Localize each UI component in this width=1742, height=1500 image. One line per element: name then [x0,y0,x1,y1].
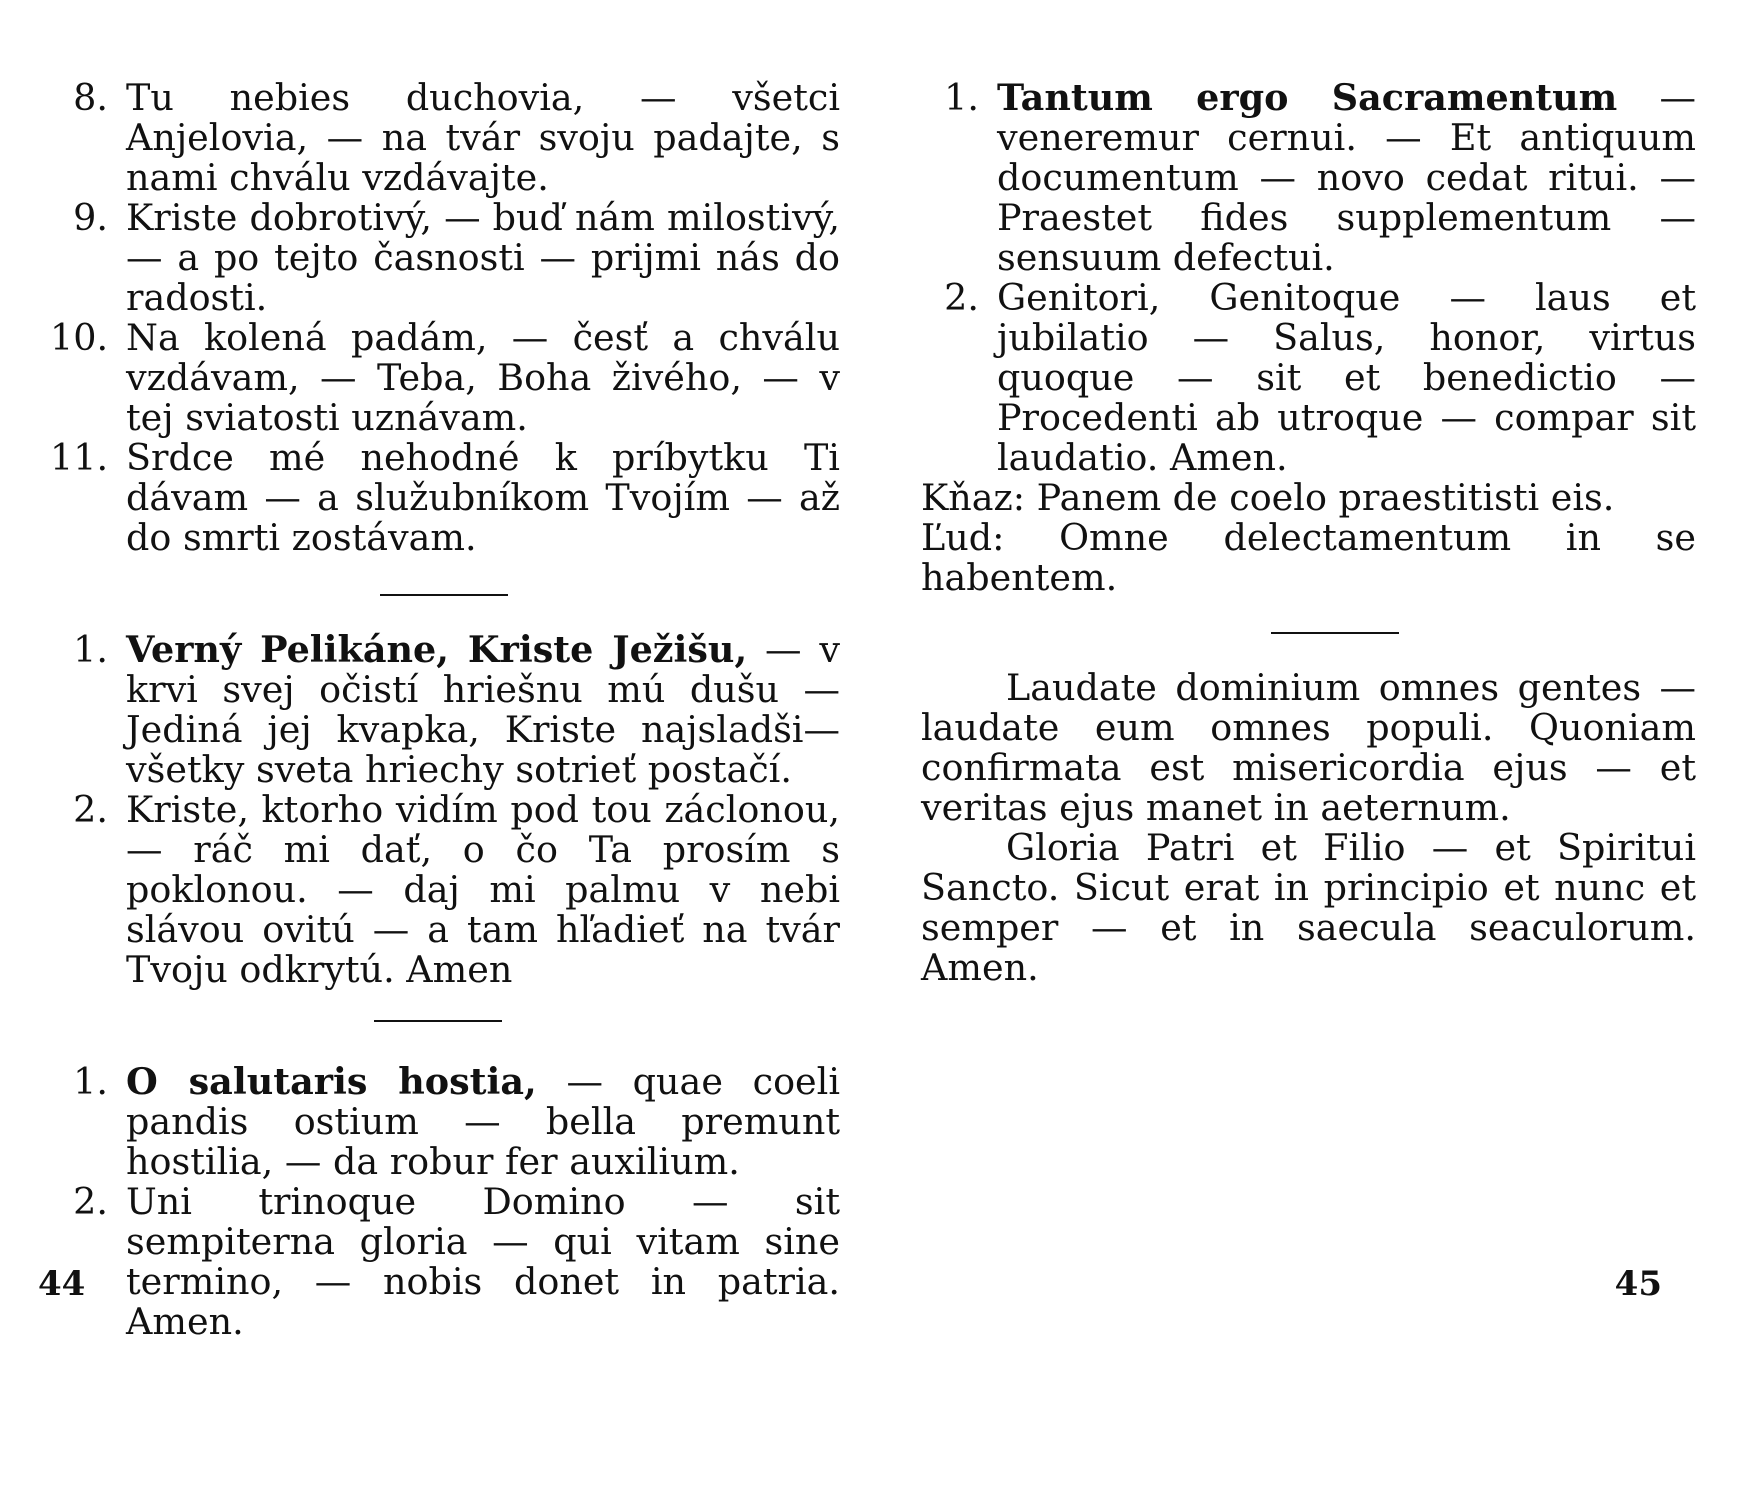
dialog-people [921,518,1696,598]
section-divider [380,594,508,596]
verse-text: Genitori, Genitoque — laus et jubilatio — Salus, honor, virtus quoque — sit et benedictio — Procedenti ab utroque — compar sit laudatio. Amen. [997,276,1696,479]
page-number: 44 [38,1264,86,1304]
hymn1-verse-10 [50,318,840,438]
gloria-paragraph: Gloria Patri et Filio — et Spiritui Sancto. Sicut erat in principio et nunc et semper — et in saecula seaculorum. Amen. [921,826,1696,989]
verse-text: Kriste, ktorho vidím pod tou záclonou, — ráč mi dať, o čo Ta prosím s poklonou. — daj mi palmu v nebi slávou ovitú — a tam hľadieť na tvár Tvoju odkrytú. Amen [126,788,840,991]
right-page [871,0,1742,1500]
verse-text: Uni trinoque Domino — sit sempiterna gloria — qui vitam sine termino, — nobis donet in patria. Amen. [126,1180,840,1343]
verse-number: 9. [73,196,108,239]
speaker-label: Ľud: [921,516,1005,559]
hymn2-verse-2 [50,790,840,990]
verse-number: 1. [73,1060,108,1103]
laudate-paragraph: Laudate dominium omnes gentes — laudate eum omnes populi. Quoniam confirmata est misericordia ejus — et veritas ejus manet in aeternum. [921,666,1696,829]
speaker-label: Kňaz: [921,476,1026,519]
page-number: 45 [1614,1264,1662,1304]
hymn1-verse-11 [50,438,840,558]
verse-number: 2. [944,276,979,319]
dialog-priest [921,478,1696,518]
verse-text: — quae coeli pandis ostium — bella premunt hostilia, — da robur fer auxilium. [126,1060,841,1183]
verse-number: 1. [944,76,979,119]
verse-text: Srdce mé nehodné k príbytku Ti dávam — a služubníkom Tvojím — až do smrti zostávam. [126,436,840,559]
dialog-text: Panem de coelo praestitisti eis. [1025,476,1615,519]
hymn1-verse-9 [50,198,840,318]
left-text-column [50,78,840,1342]
hymn2-verse-1 [50,630,840,790]
hymn-title: O salutaris hostia, [126,1060,537,1103]
hymn3-verse-2 [50,1182,840,1342]
verse-number: 11. [50,436,109,479]
tantum-verse-1 [921,78,1696,278]
right-text-column [921,78,1696,988]
section-divider [374,1020,502,1022]
verse-number: 10. [50,316,109,359]
verse-number: 2. [73,788,108,831]
verse-text: Na kolená padám, — česť a chválu vzdávam, — Teba, Boha živého, — v tej sviatosti uznávam. [126,316,840,439]
hymn-title: Verný Pelikáne, Kriste Ježišu, [126,628,748,671]
verse-text: Kriste dobrotivý, — buď nám milostivý, — a po tejto časnosti — prijmi nás do radosti. [126,196,840,319]
hymn-title: Tantum ergo Sacramentum [997,76,1618,119]
verse-text: — veneremur cernui. — Et antiquum documentum — novo cedat ritui. — Praestet fides supplementum — sensuum defectui. [997,76,1697,279]
hymn3-verse-1 [50,1062,840,1182]
verse-number: 1. [73,628,108,671]
verse-text: Tu nebies duchovia, — všetci Anjelovia, — na tvár svoju padajte, s nami chválu vzdávajte. [126,76,840,199]
verse-text: — v krvi svej očistí hriešnu mú dušu — Jediná jej kvapka, Kriste najsladši—všetky sveta hriechy sotrieť postačí. [126,628,840,791]
section-divider [1271,632,1399,634]
hymn1-verse-8 [50,78,840,198]
dialog-text: Omne delectamentum in se habentem. [921,516,1696,599]
verse-number: 2. [73,1180,108,1223]
verse-number: 8. [73,76,108,119]
tantum-verse-2 [921,278,1696,478]
